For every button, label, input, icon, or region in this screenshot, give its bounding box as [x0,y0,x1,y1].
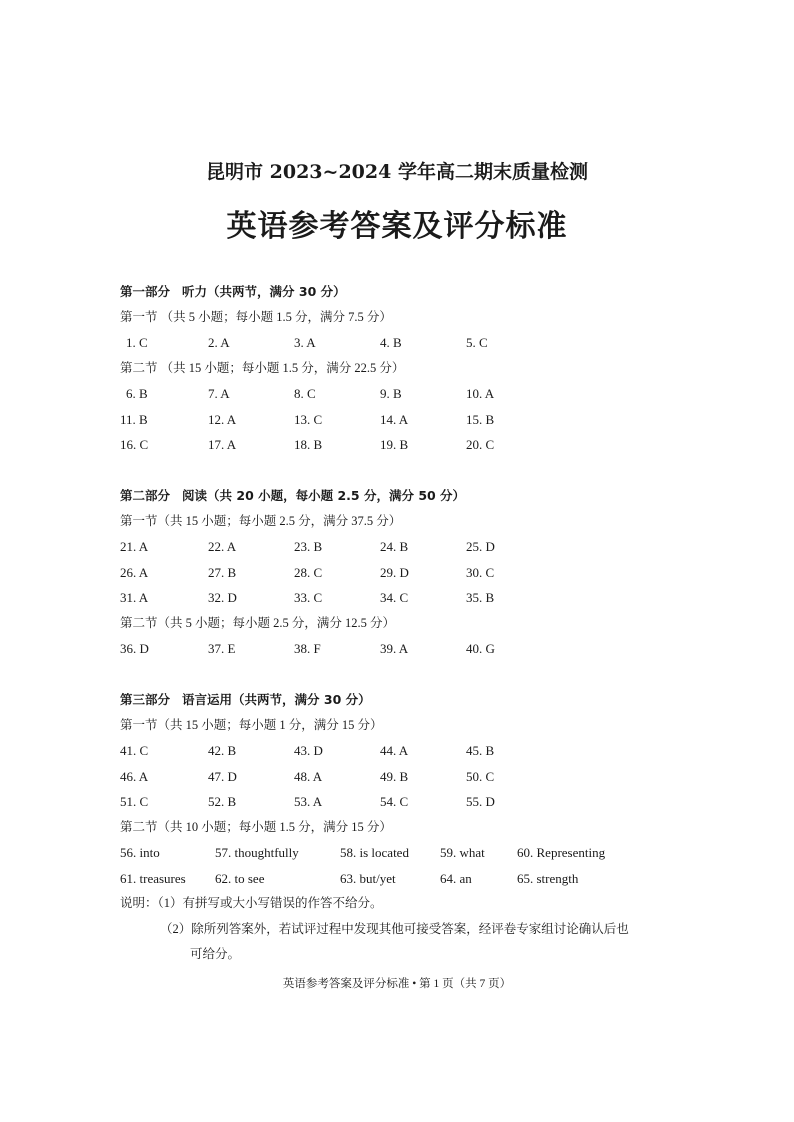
answer-item: 9. B [380,386,402,401]
answer-row [120,636,680,662]
answer-item: 56. into [120,845,160,860]
part-heading: 第一部分 听力（共两节，满分 30 分） [120,284,346,299]
answer-row [120,381,680,407]
answer-item: 38. F [294,641,321,656]
answer-item: 13. C [294,411,323,427]
answer-row [120,432,680,458]
answer-item: 59. what [440,845,485,860]
answer-item: 33. C [294,590,323,605]
part-heading: 第三部分 语言运用（共两节，满分 30 分） [120,692,371,707]
answer-item: 37. E [208,641,236,656]
answer-item: 41. C [120,743,149,758]
answer-item: 6. B [126,386,148,401]
section-listening [120,279,680,458]
answer-item: 65. strength [517,870,579,886]
answer-item: 16. C [120,437,149,452]
answer-item: 60. Representing [517,845,606,860]
answer-item: 7. A [208,386,230,401]
answer-item: 32. D [208,590,237,605]
answer-item: 46. A [120,768,149,784]
answer-item: 52. B [208,794,237,809]
answer-item: 5. C [466,335,488,350]
answer-item: 12. A [208,411,237,427]
answer-item: 8. C [294,386,316,401]
answer-item: 15. B [466,411,495,427]
section-reading [120,483,680,662]
exam-title: 昆明市 2023~2024 学年高二期末质量检测 [206,161,588,183]
answer-item: 57. thoughtfully [215,845,299,860]
subsection-heading: 第一节 （共 5 小题；每小题 1.5 分，满分 7.5 分） [120,309,392,324]
answer-row [120,789,680,815]
answer-item: 14. A [380,411,409,427]
answer-item: 1. C [126,335,148,350]
note-item-2-continued: 可给分。 [190,947,241,961]
subsection-heading: 第一节（共 15 小题；每小题 2.5 分，满分 37.5 分） [120,513,402,528]
answer-item: 4. B [380,335,402,350]
answer-row [120,840,680,866]
answer-item: 64. an [440,870,472,886]
answer-item: 40. G [466,641,495,656]
answer-item: 53. A [294,794,323,809]
subsection-heading: 第二节 （共 15 小题；每小题 1.5 分，满分 22.5 分） [120,360,405,375]
answer-item: 3. A [294,335,316,350]
section-language-use [120,687,680,968]
answer-item: 45. B [466,743,495,758]
answer-item: 50. C [466,768,495,784]
subsection-heading: 第一节（共 15 小题；每小题 1 分，满分 15 分） [120,717,383,732]
subsection-heading: 第二节（共 5 小题；每小题 2.5 分，满分 12.5 分） [120,615,396,630]
answer-item: 39. A [380,641,409,656]
answer-content [120,279,680,968]
answer-row [120,764,680,790]
note-item-2: （2）除所列答案外，若试评过程中发现其他可接受答案，经评卷专家组讨论确认后也 [160,921,629,936]
document-title: 英语参考答案及评分标准 [226,209,568,244]
answer-item: 24. B [380,539,409,554]
answer-item: 29. D [380,564,409,580]
answer-item: 44. A [380,743,409,758]
part-heading: 第二部分 阅读（共 20 小题，每小题 2.5 分，满分 50 分） [120,488,466,503]
answer-item: 26. A [120,564,149,580]
answer-item: 31. A [120,590,149,605]
scoring-note [120,891,680,917]
answer-item: 28. C [294,564,323,580]
answer-item: 10. A [466,386,495,401]
answer-item: 55. D [466,794,495,809]
answer-item: 11. B [120,411,148,427]
answer-item: 2. A [208,335,230,350]
answer-row [120,738,680,764]
answer-item: 63. but/yet [340,870,396,886]
answer-item: 25. D [466,539,495,554]
answer-item: 23. B [294,539,323,554]
answer-item: 18. B [294,437,323,452]
answer-item: 58. is located [340,845,409,860]
note-label: 说明： [120,896,158,910]
answer-row [120,560,680,586]
answer-row [120,585,680,611]
answer-item: 61. treasures [120,870,186,886]
answer-item: 47. D [208,768,237,784]
subsection-heading: 第二节（共 10 小题；每小题 1.5 分，满分 15 分） [120,819,392,834]
answer-item: 43. D [294,743,323,758]
answer-row [120,866,680,892]
answer-item: 49. B [380,768,409,784]
answer-item: 17. A [208,437,237,452]
answer-item: 19. B [380,437,409,452]
page-footer: 英语参考答案及评分标准 • 第 1 页（共 7 页） [282,978,512,990]
answer-row [120,330,680,356]
answer-item: 22. A [208,539,237,554]
answer-item: 34. C [380,590,409,605]
answer-item: 51. C [120,794,149,809]
answer-item: 48. A [294,768,323,784]
answer-item: 62. to see [215,870,265,886]
answer-item: 21. A [120,539,149,554]
answer-item: 54. C [380,794,409,809]
answer-item: 42. B [208,743,237,758]
answer-item: 36. D [120,641,149,656]
answer-item: 20. C [466,437,495,452]
answer-item: 27. B [208,564,237,580]
note-item-1: （1）有拼写或大小写错误的作答不给分。 [157,896,383,910]
answer-item: 35. B [466,590,495,605]
answer-row [120,534,680,560]
answer-item: 30. C [466,564,495,580]
answer-row [120,407,680,433]
